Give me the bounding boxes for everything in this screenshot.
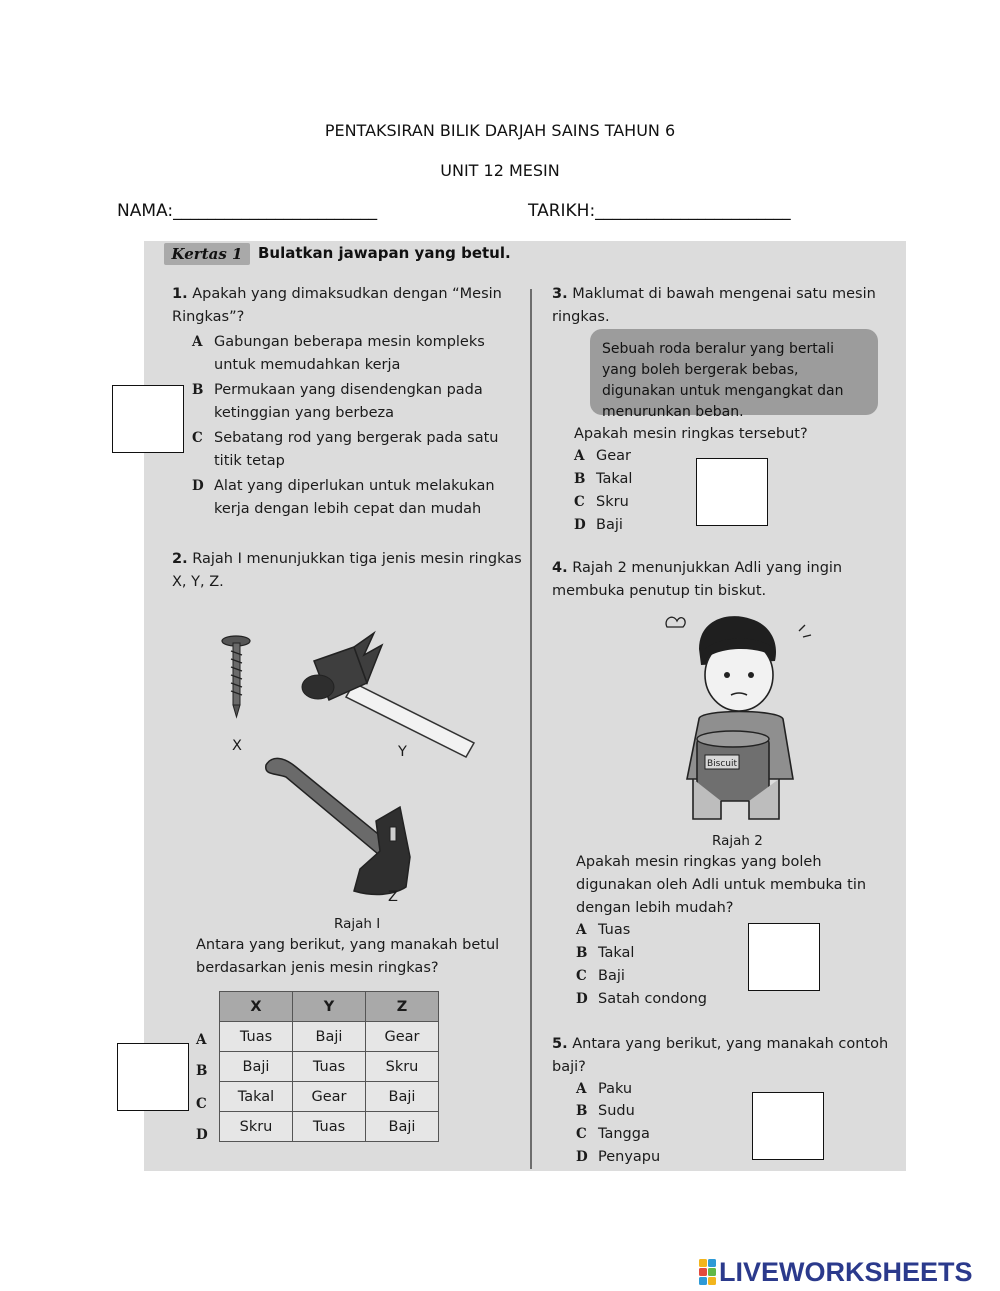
answer-box-q5[interactable]: [752, 1092, 824, 1160]
answer-box-q3[interactable]: [696, 458, 768, 526]
date-field: TARIKH:_______________________: [528, 201, 791, 221]
option-letter: D: [192, 478, 204, 494]
q3-option-c[interactable]: [574, 491, 629, 514]
option-text: Takal: [598, 945, 635, 961]
option-letter: C: [574, 494, 585, 510]
answer-box-q4[interactable]: [748, 923, 820, 991]
row-letter-b: B: [196, 1063, 208, 1079]
question-number: 3.: [552, 286, 568, 302]
question-text: Rajah I menunjukkan tiga jenis mesin ringkas X, Y, Z.: [172, 551, 522, 590]
answer-table: [219, 991, 439, 1142]
diagram-tools: [204, 625, 514, 915]
table-cell: Skru: [366, 1052, 439, 1082]
logo-grid-icon: [699, 1259, 716, 1285]
table-cell: Skru: [220, 1112, 293, 1142]
option-letter: B: [576, 1103, 588, 1119]
unit-title: UNIT 12 MESIN: [440, 161, 560, 180]
q3-option-a[interactable]: [574, 445, 631, 468]
table-cell: Baji: [220, 1052, 293, 1082]
option-letter: B: [574, 471, 586, 487]
scanned-worksheet: [144, 241, 906, 1171]
table-row[interactable]: [220, 1082, 439, 1112]
option-letter: D: [574, 517, 586, 533]
instruction: Bulatkan jawapan yang betul.: [258, 244, 511, 262]
option-text: Skru: [596, 494, 629, 510]
label-z: Z: [388, 889, 398, 905]
question-text: Rajah 2 menunjukkan Adli yang ingin membuka penutup tin biskut.: [552, 560, 843, 599]
table-cell: Tuas: [293, 1052, 366, 1082]
table-cell: Gear: [366, 1022, 439, 1052]
option-text: Alat yang diperlukan untuk melakukan kerja dengan lebih cepat dan mudah: [214, 478, 495, 517]
q4-option-a[interactable]: [576, 919, 630, 942]
row-letter-a: A: [196, 1032, 207, 1048]
table-cell: Tuas: [293, 1112, 366, 1142]
option-text: Sebatang rod yang bergerak pada satu titik tetap: [214, 430, 499, 469]
question-3-prompt: Apakah mesin ringkas tersebut?: [574, 426, 808, 442]
question-text: Antara yang berikut, yang manakah contoh baji?: [552, 1036, 889, 1075]
question-2-prompt: Antara yang berikut, yang manakah betul berdasarkan jenis mesin ringkas?: [196, 937, 500, 976]
table-cell: Baji: [366, 1112, 439, 1142]
q5-option-b[interactable]: [576, 1100, 635, 1123]
option-letter: A: [574, 448, 585, 464]
option-text: Takal: [596, 471, 633, 487]
table-cell: Takal: [220, 1082, 293, 1112]
diagram-boy-tin: [659, 609, 829, 831]
q1-option-a[interactable]: [192, 331, 517, 377]
option-text: Gabungan beberapa mesin kompleks untuk memudahkan kerja: [214, 334, 485, 373]
q5-option-d[interactable]: [576, 1146, 660, 1169]
answer-box-q1[interactable]: [112, 385, 184, 453]
option-letter: A: [192, 334, 203, 350]
diagram-caption-1: Rajah I: [334, 916, 381, 932]
table-header: Z: [366, 992, 439, 1022]
hammer-icon: [302, 633, 474, 757]
table-row[interactable]: [220, 1022, 439, 1052]
row-letter-c: C: [196, 1096, 207, 1112]
option-text: Satah condong: [598, 991, 707, 1007]
q4-option-b[interactable]: [576, 942, 634, 965]
option-letter: D: [576, 991, 588, 1007]
liveworksheets-logo: [699, 1256, 973, 1287]
option-letter: C: [576, 1126, 587, 1142]
question-3: [552, 283, 897, 329]
row-letter-d: D: [196, 1127, 208, 1143]
option-letter: B: [192, 382, 204, 398]
question-4: [552, 557, 897, 603]
info-text: Sebuah roda beralur yang bertali yang boleh bergerak bebas, digunakan untuk mengangkat dan menurunkan beban.: [602, 341, 844, 420]
question-5: [552, 1033, 902, 1079]
q3-option-b[interactable]: [574, 468, 632, 491]
q1-option-c[interactable]: [192, 427, 517, 473]
question-number: 4.: [552, 560, 568, 576]
question-text: Maklumat di bawah mengenai satu mesin ringkas.: [552, 286, 876, 325]
option-text: Baji: [598, 968, 625, 984]
option-text: Sudu: [598, 1103, 635, 1119]
tin-label: Biscuit: [707, 759, 738, 769]
option-letter: C: [192, 430, 203, 446]
table-row[interactable]: [220, 1052, 439, 1082]
option-text: Gear: [596, 448, 632, 464]
q1-option-d[interactable]: [192, 475, 517, 521]
question-number: 5.: [552, 1036, 568, 1052]
paper-tag: Kertas 1: [164, 243, 250, 265]
q4-option-c[interactable]: [576, 965, 625, 988]
question-number: 1.: [172, 286, 188, 302]
option-text: Tuas: [598, 922, 631, 938]
table-header: Y: [293, 992, 366, 1022]
table-cell: Gear: [293, 1082, 366, 1112]
diagram-caption-2: Rajah 2: [712, 833, 763, 849]
boy-illustration-icon: [666, 616, 811, 819]
option-text: Permukaan yang disendengkan pada ketinggian yang berbeza: [214, 382, 483, 421]
table-header: X: [220, 992, 293, 1022]
question-number: 2.: [172, 551, 188, 567]
answer-box-q2[interactable]: [117, 1043, 189, 1111]
q5-option-c[interactable]: [576, 1123, 650, 1146]
option-letter: C: [576, 968, 587, 984]
q1-option-b[interactable]: [192, 379, 517, 425]
option-text: Tangga: [598, 1126, 650, 1142]
axe-icon: [266, 758, 410, 894]
option-letter: B: [576, 945, 588, 961]
table-cell: Baji: [366, 1082, 439, 1112]
q5-option-a[interactable]: [576, 1078, 632, 1101]
option-text: Penyapu: [598, 1149, 661, 1165]
name-field: NAMA:________________________: [117, 201, 378, 221]
option-letter: A: [576, 922, 587, 938]
worksheet-title: PENTAKSIRAN BILIK DARJAH SAINS TAHUN 6: [324, 121, 676, 140]
info-box: [590, 329, 878, 420]
table-row[interactable]: [220, 1112, 439, 1142]
q4-option-d[interactable]: [576, 988, 707, 1011]
table-cell: Tuas: [220, 1022, 293, 1052]
question-4-prompt: Apakah mesin ringkas yang boleh digunakan oleh Adli untuk membuka tin dengan lebih mudah?: [576, 854, 867, 916]
column-divider: [530, 289, 532, 1169]
question-text: Apakah yang dimaksudkan dengan “Mesin Ringkas”?: [172, 286, 502, 325]
logo-text: LIVEWORKSHEETS: [719, 1256, 973, 1287]
option-text: Baji: [596, 517, 623, 533]
q3-option-d[interactable]: [574, 514, 623, 537]
screw-icon: [222, 636, 250, 717]
question-1: [172, 283, 517, 329]
option-letter: D: [576, 1149, 588, 1165]
option-letter: A: [576, 1081, 587, 1097]
table-cell: Baji: [293, 1022, 366, 1052]
label-x: X: [232, 738, 242, 754]
option-text: Paku: [598, 1081, 633, 1097]
question-2: [172, 548, 522, 594]
label-y: Y: [398, 744, 407, 760]
